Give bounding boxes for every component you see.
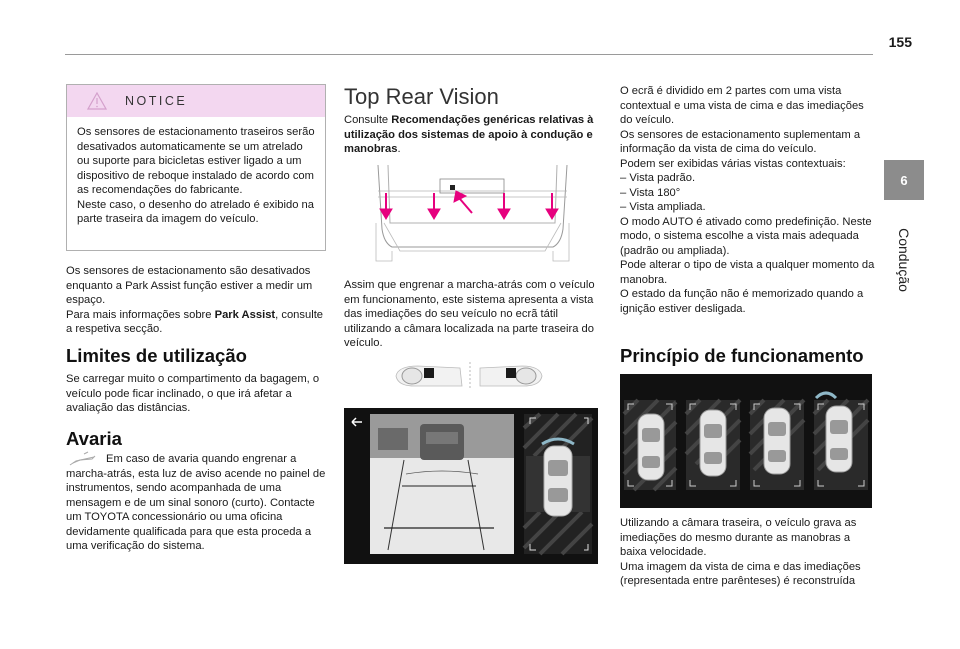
col3-line-1: Os sensores de estacionamento suplementam a informação da vista de cima do veículo. — [620, 128, 861, 155]
notice-text: Os sensores de estacionamento traseiros serão desativados automaticamente se um atrelado ou suporte para bicicletas estiver ligado a um dispositivo de reboque instalado de acordo com as recomendações do fabricante. — [77, 126, 315, 196]
col3-line-4: – Vista 180° — [620, 186, 681, 199]
principle-text-1: Utilizando a câmara traseira, o veículo grava as imediações do mesmo durante as manobras a baixa velocidade. — [620, 517, 857, 558]
col3-line-2: Podem ser exibidas várias vistas contextuais: — [620, 157, 846, 170]
notice-text-2: Neste caso, o desenho do atrelado é exibido na parte traseira da imagem do veículo. — [77, 198, 314, 225]
col1-paragraphs — [66, 264, 328, 337]
panel-2 — [686, 400, 740, 490]
warning-triangle-icon — [87, 92, 107, 110]
panel-4 — [814, 393, 868, 490]
top-rear-vision-heading: Top Rear Vision — [344, 84, 499, 109]
col3-line-7: Pode alterar o tipo de vista a qualquer momento da manobra. — [620, 259, 875, 286]
notice-box — [66, 84, 326, 251]
principle-heading: Princípio de funcionamento — [620, 345, 864, 366]
vehicle-rear-sensors-figure — [370, 163, 575, 265]
park-assist-paragraph: Os sensores de estacionamento são desativados enquanto a Park Assist função estiver a medir um espaço. — [66, 265, 313, 306]
notice-header — [67, 85, 325, 117]
top-view-sequence-figure — [620, 374, 872, 508]
col3-paragraphs — [620, 84, 878, 316]
steering-wheel-icons — [394, 358, 544, 392]
col3-line-6: O modo AUTO é ativado como predefinição. Neste modo, o sistema escolhe a vista mais adequada (padrão ou ampliada). — [620, 215, 872, 257]
chapter-label: Condução — [896, 228, 913, 292]
reverse-gear-text: Assim que engrenar a marcha-atrás com o veículo em funcionamento, este sistema apresenta a vista das imediações do seu veículo no ecrã tátil utilizando a câmara localizada na parte traseira do veículo. — [344, 279, 595, 349]
header-rule — [65, 54, 873, 55]
rear-camera-screen-figure — [344, 408, 598, 564]
chapter-number: 6 — [900, 172, 908, 188]
fault-heading: Avaria — [66, 428, 122, 449]
col3-line-5: – Vista ampliada. — [620, 201, 706, 213]
limits-heading: Limites de utilização — [66, 345, 247, 366]
notice-title: NOTICE — [125, 94, 188, 108]
limits-text: Se carregar muito o compartimento da bagagem, o veículo pode ficar inclinado, o que irá afetar a avaliação das distâncias. — [66, 373, 320, 414]
col3-line-3: – Vista padrão. — [620, 172, 696, 184]
principle-text-2: Uma imagem da vista de cima e das imediações (representada entre parênteses) é reconstruída — [620, 560, 861, 587]
page-number: 155 — [888, 34, 912, 50]
panel-3 — [750, 400, 804, 490]
top-rear-vision-intro: Consulte Recomendações genéricas relativas à utilização dos sistemas de apoio à condução e manobras. — [344, 114, 594, 155]
park-assist-ref: Para mais informações sobre Park Assist, consulte a respetiva secção. — [66, 308, 324, 335]
panel-1 — [624, 400, 676, 490]
col3-line-0: O ecrã é dividido em 2 partes com uma vista contextual e uma vista de cima e das imediações do veículo. — [620, 85, 864, 126]
fault-text: Em caso de avaria quando engrenar a marcha-atrás, esta luz de aviso acende no painel de instrumentos, sendo acompanhada de uma mensagem e de um sinal sonoro (curto). Contacte um TOYOTA concessionário ou uma oficina devidamente qualificada para que esta proceda a uma verificação do sistema. — [66, 453, 326, 552]
notice-body — [67, 117, 325, 227]
col3-line-8: O estado da função não é memorizado quando a ignição estiver desligada. — [620, 288, 864, 315]
chapter-tab[interactable] — [884, 160, 924, 200]
principle-text — [620, 516, 878, 589]
